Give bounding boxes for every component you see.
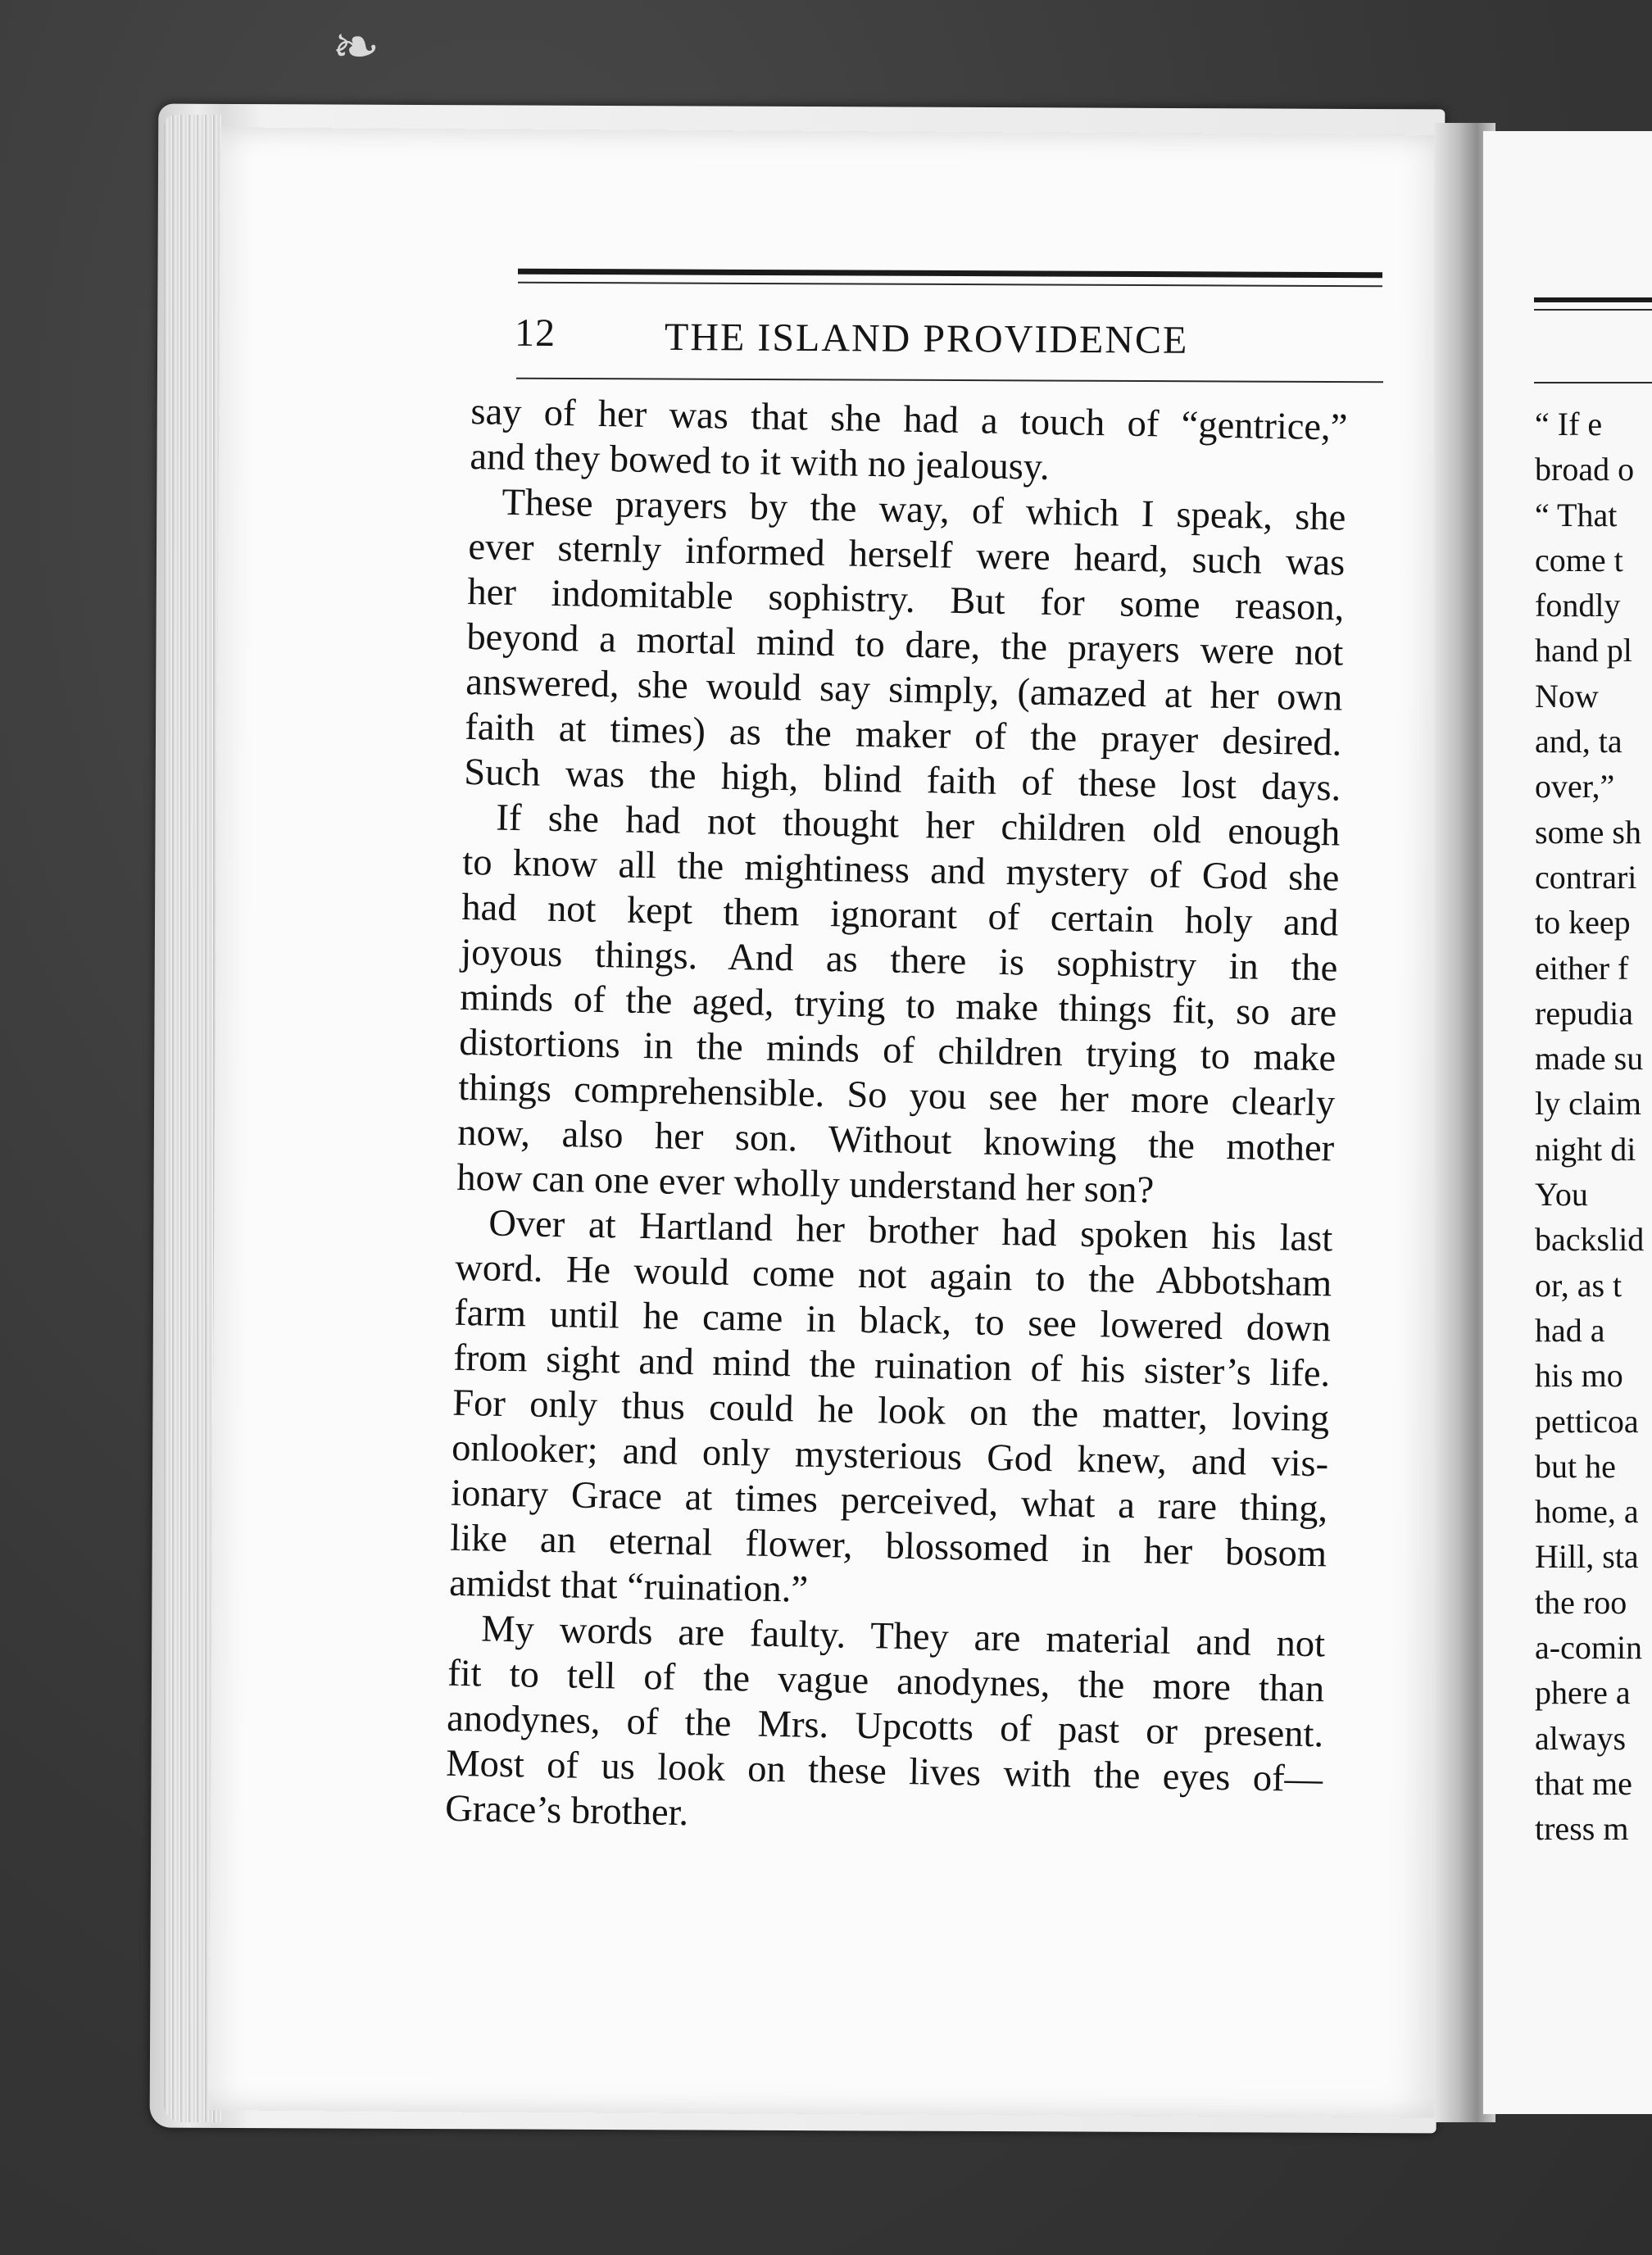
page-number: 12: [514, 311, 556, 356]
right-text-line: ly claim: [1535, 1085, 1641, 1123]
text-line: Such was the high, blind faith of these lost days.: [463, 751, 1341, 810]
right-text-line: his mo: [1535, 1357, 1623, 1395]
text-line: Grace’s brother.: [444, 1787, 689, 1835]
right-text-line: or, as t: [1535, 1266, 1622, 1304]
right-text-line: fondly: [1535, 587, 1621, 624]
text-line: how can one ever wholly understand her son?: [456, 1156, 1155, 1212]
right-text-line: contrari: [1535, 858, 1637, 896]
right-text-line: tress m: [1535, 1810, 1629, 1848]
right-text-line: come t: [1535, 541, 1623, 578]
scan-artifact: ❧: [332, 13, 380, 80]
text-line: If she had not thought her children old enough: [495, 796, 1341, 855]
text-line: now, also her son. Without knowing the mother: [456, 1111, 1335, 1170]
text-line: beyond a mortal mind to dare, the prayers were not: [465, 615, 1344, 674]
text-line: ionary Grace at times perceived, what a rare thing,: [450, 1472, 1328, 1531]
text-line: word. He would come not again to the Abbotsham: [454, 1246, 1332, 1305]
right-text-line: Now: [1535, 677, 1599, 715]
right-text-line: petticoa: [1535, 1402, 1639, 1440]
text-line: amidst that “ruination.”: [448, 1562, 809, 1611]
right-text-line: always: [1535, 1719, 1627, 1757]
right-text-line: either f: [1535, 949, 1629, 987]
right-text-line: but he: [1535, 1447, 1616, 1485]
right-text-line: “ That: [1535, 496, 1618, 533]
text-line: My words are faulty. They are material and not: [480, 1608, 1326, 1666]
text-line: These prayers by the way, of which I speak, she: [502, 481, 1346, 539]
text-line: things comprehensible. So you see her more clearly: [457, 1066, 1336, 1125]
text-line: her indomitable sophistry. But for some reason,: [466, 570, 1345, 629]
right-text-line: hand pl: [1535, 632, 1632, 669]
text-line: For only thus could he look on the matter, loving: [452, 1382, 1330, 1441]
text-line: say of her was that she had a touch of “gentrice,”: [470, 390, 1348, 449]
text-line: faith at times) as the maker of the prayer desired.: [464, 706, 1342, 765]
right-text-line: home, a: [1535, 1493, 1639, 1531]
body-text: [445, 389, 1381, 1848]
text-line: distortions in the minds of children trying to make: [458, 1021, 1337, 1080]
right-text-line: broad o: [1535, 451, 1635, 488]
right-header-rule-thick: [1534, 297, 1652, 302]
right-header-rule-bottom: [1534, 382, 1652, 383]
right-text-line: phere a: [1535, 1674, 1631, 1712]
right-text-line: Hill, sta: [1535, 1538, 1639, 1576]
text-line: and they bowed to it with no jealousy.: [470, 435, 1051, 488]
right-text-line: backslid: [1535, 1221, 1645, 1259]
text-line: farm until he came in black, to see lowered down: [453, 1291, 1332, 1350]
right-text-line: over,”: [1535, 768, 1615, 805]
running-head: [515, 311, 1383, 373]
right-text-line: You: [1535, 1176, 1588, 1214]
text-line: onlooker; and only mysterious God knew, and vis-: [451, 1427, 1329, 1486]
running-title: THE ISLAND PROVIDENCE: [664, 315, 1189, 362]
text-line: had not kept them ignorant of certain holy and: [461, 886, 1339, 945]
text-line: minds of the aged, trying to make things fit, so are: [459, 976, 1337, 1035]
right-text-line: “ If e: [1535, 406, 1603, 442]
right-text-line: a-comin: [1535, 1629, 1643, 1667]
right-text-line: night di: [1535, 1130, 1636, 1168]
text-line: from sight and mind the ruination of his sister’s life.: [452, 1336, 1331, 1395]
right-text-line: repudia: [1535, 994, 1633, 1032]
text-line: like an eternal flower, blossomed in her bosom: [449, 1517, 1328, 1576]
text-line: to know all the mightiness and mystery of God she: [461, 841, 1340, 900]
text-line: fit to tell of the vague anodynes, the more than: [447, 1652, 1325, 1711]
text-line: answered, she would say simply, (amazed at her own: [465, 660, 1343, 719]
right-text-line: had a: [1535, 1311, 1605, 1349]
text-line: joyous things. And as there is sophistry in the: [460, 931, 1338, 990]
text-line: anodynes, of the Mrs. Upcotts of past or present.: [446, 1697, 1324, 1756]
right-page-text: [1535, 402, 1652, 1852]
right-text-line: to keep: [1535, 904, 1631, 941]
text-line: ever sternly informed herself were heard, such was: [468, 525, 1346, 584]
right-text-line: the roo: [1535, 1583, 1627, 1621]
right-text-line: some sh: [1535, 813, 1641, 851]
right-text-line: and, ta: [1535, 723, 1622, 760]
right-header-rule-thin: [1534, 309, 1652, 311]
right-text-line: made su: [1535, 1040, 1644, 1078]
right-text-line: that me: [1535, 1764, 1632, 1802]
text-line: Over at Hartland her brother had spoken his last: [488, 1202, 1333, 1260]
text-line: Most of us look on these lives with the eyes of—: [445, 1742, 1323, 1801]
